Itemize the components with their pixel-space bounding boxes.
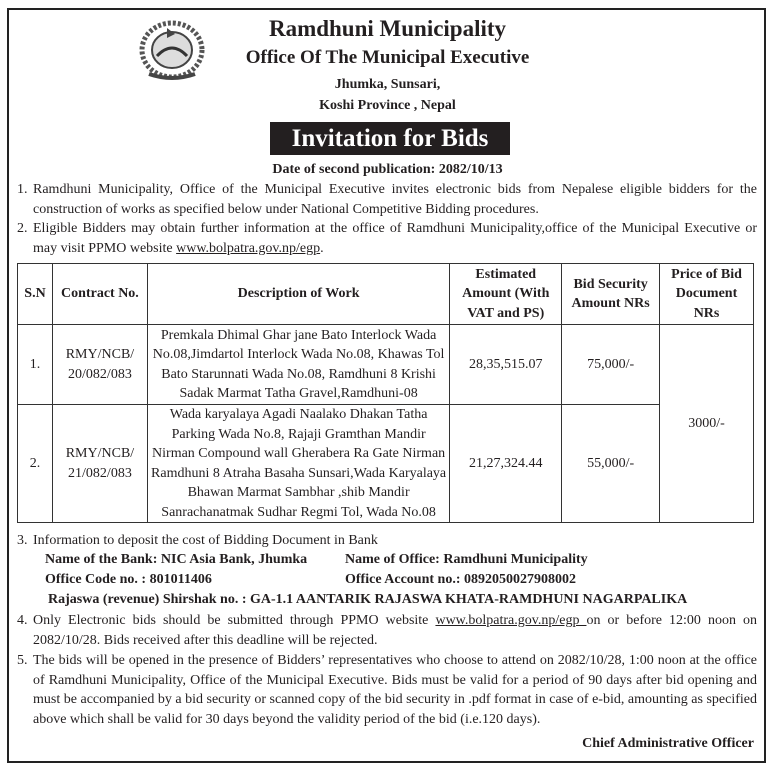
bank-name: Name of the Bank: NIC Asia Bank, Jhumka	[45, 552, 308, 567]
paragraph-text: Information to deposit the cost of Bidding Document in Bank	[33, 533, 378, 548]
notice-title: Invitation for Bids	[270, 122, 510, 155]
cell-estimate: 21,27,324.44	[450, 405, 562, 523]
paragraph-number: 3.	[17, 533, 28, 548]
cell-doc-price: 3000/-	[660, 325, 754, 523]
bolpatra-link[interactable]: www.bolpatra.gov.np/egp	[435, 613, 587, 628]
paragraph-1	[17, 180, 757, 219]
cell-sn: 1.	[18, 325, 53, 405]
paragraph-5	[17, 651, 757, 729]
cell-security: 75,000/-	[562, 325, 660, 405]
paragraph-text: Eligible Bidders may obtain further information at the office of Ramdhuni Municipality,office of the Municipal Executive or may visit PPMO website	[33, 221, 757, 256]
paragraph-text-end: on or before 12:00 noon on 2082/10/28. Bids received after this deadline will be rejected.	[33, 613, 757, 648]
header-doc-price: Price of Bid Document NRs	[660, 264, 754, 325]
office-name: Name of Office: Ramdhuni Municipality	[345, 552, 588, 567]
cell-description: Wada karyalaya Agadi Naalako Dhakan Tatha Parking Wada No.8, Rajaji Gramthan Mandir Nirman Compound wall Gherabera Ra Gate Nirman Ramdhuni 8 Atraha Basaha Sunsari,Wada Karyalaya Bhawan Marmat Sambhar ,shib Mandir Sanrachanatmak Sudhar Regmi Tol, Wada No.08	[147, 405, 449, 523]
paragraph-text-end: .	[320, 240, 324, 256]
works-table	[17, 263, 754, 523]
paragraph-text: Ramdhuni Municipality, Office of the Municipal Executive invites electronic bids from Nepalese eligible bidders for the construction of works as specified below under National Competitive Bidding procedures.	[33, 182, 757, 217]
header-security: Bid Security Amount NRs	[562, 264, 660, 325]
signatory: Chief Administrative Officer	[582, 736, 754, 751]
publication-date: Date of second publication: 2082/10/13	[272, 162, 503, 177]
header-contract: Contract No.	[52, 264, 147, 325]
paragraph-text: Only Electronic bids should be submitted through PPMO website	[33, 613, 436, 628]
paragraph-2	[17, 219, 757, 258]
header-estimate: Estimated Amount (With VAT and PS)	[450, 264, 562, 325]
office-account: Office Account no.: 0892050027908002	[345, 572, 576, 587]
paragraph-number: 5.	[17, 653, 28, 668]
cell-sn: 2.	[18, 405, 53, 523]
cell-contract: RMY/NCB/ 20/082/083	[52, 325, 147, 405]
cell-description: Premkala Dhimal Ghar jane Bato Interlock Wada No.08,Jimdartol Interlock Wada No.08, Khawas Tol Bato Starunnati Wada No.08, Ramdhuni 8 Krishi Sadak Marmat Tatha Gravel,Ramdhuni-08	[147, 325, 449, 405]
header-sn: S.N	[18, 264, 53, 325]
paragraph-3	[17, 531, 757, 551]
paragraph-4	[17, 611, 757, 650]
paragraph-text: The bids will be opened in the presence of Bidders’ representatives who choose to attend on 2082/10/28, 1:00 noon at the office of Ramdhuni Municipality, Office of the Municipal Executive. Bids must be valid for a period of 90 days after bid opening and must be accompanied by a bid security or scanned copy of the bid security in .pdf format in case of e-bid, amounting as specified above which shall be valid for 30 days beyond the validity period of the bid (i.e.120 days).	[33, 653, 757, 727]
office-code: Office Code no. : 801011406	[45, 572, 212, 587]
municipality-title: Ramdhuni Municipality	[268, 16, 507, 41]
table-row	[18, 405, 754, 523]
cell-estimate: 28,35,515.07	[450, 325, 562, 405]
header-description: Description of Work	[147, 264, 449, 325]
bolpatra-link[interactable]: www.bolpatra.gov.np/egp	[176, 240, 321, 256]
paragraph-number: 2.	[17, 221, 28, 236]
table-header-row	[18, 264, 754, 325]
cell-contract: RMY/NCB/ 21/082/083	[52, 405, 147, 523]
office-subtitle: Office Of The Municipal Executive	[245, 47, 530, 68]
address-line-2: Koshi Province , Nepal	[319, 98, 456, 113]
address-line-1: Jhumka, Sunsari,	[334, 77, 441, 92]
paragraph-number: 4.	[17, 613, 28, 628]
cell-security: 55,000/-	[562, 405, 660, 523]
revenue-heading: Rajaswa (revenue) Shirshak no. : GA-1.1 AANTARIK RAJASWA KHATA-RAMDHUNI NAGARPALIKA	[48, 592, 688, 607]
table-row	[18, 325, 754, 405]
paragraph-number: 1.	[17, 182, 28, 197]
